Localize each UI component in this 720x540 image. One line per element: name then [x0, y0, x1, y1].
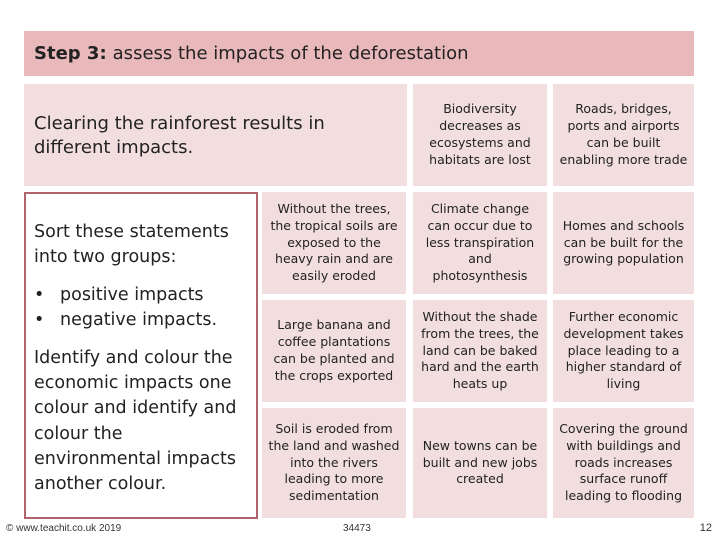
statement-card[interactable]: Without the trees, the tropical soils are exposed to the heavy rain and are easily eroded: [262, 192, 406, 294]
step-title: assess the impacts of the deforestation: [112, 43, 469, 64]
bullet-icon: •: [34, 310, 45, 331]
copyright-text: © www.teachit.co.uk 2019: [6, 523, 122, 534]
sort-instruction: Sort these statements into two groups:: [34, 222, 229, 268]
impact-list: [34, 283, 248, 334]
resource-code: 34473: [343, 523, 371, 534]
bullet-icon: •: [34, 284, 45, 305]
statement-card[interactable]: Large banana and coffee plantations can be planted and the crops exported: [262, 300, 406, 402]
intro-text: Clearing the rainforest results in different impacts.: [24, 84, 407, 186]
statement-card[interactable]: Without the shade from the trees, the land can be baked hard and the earth heats up: [413, 300, 547, 402]
step-label: Step 3:: [34, 43, 107, 64]
list-item: • negative impacts.: [34, 308, 248, 333]
list-item: • positive impacts: [34, 283, 248, 308]
instructions-box: [24, 192, 258, 519]
statement-card[interactable]: Further economic development takes place leading to a higher standard of living: [553, 300, 694, 402]
page-number: 12: [699, 522, 712, 534]
step-header: [24, 31, 694, 76]
statement-card[interactable]: New towns can be built and new jobs created: [413, 408, 547, 518]
statement-card[interactable]: Covering the ground with buildings and roads increases surface runoff leading to flooding: [553, 408, 694, 518]
statement-card[interactable]: Soil is eroded from the land and washed into the rivers leading to more sedimentation: [262, 408, 406, 518]
statement-card[interactable]: Biodiversity decreases as ecosystems and habitats are lost: [413, 84, 547, 186]
statement-card[interactable]: Roads, bridges, ports and airports can be built enabling more trade: [553, 84, 694, 186]
colour-instruction: Identify and colour the economic impacts one colour and identify and colour the environmental impacts another colour.: [34, 347, 237, 495]
statement-card[interactable]: Homes and schools can be built for the growing population: [553, 192, 694, 294]
statement-card[interactable]: Climate change can occur due to less transpiration and photosynthesis: [413, 192, 547, 294]
